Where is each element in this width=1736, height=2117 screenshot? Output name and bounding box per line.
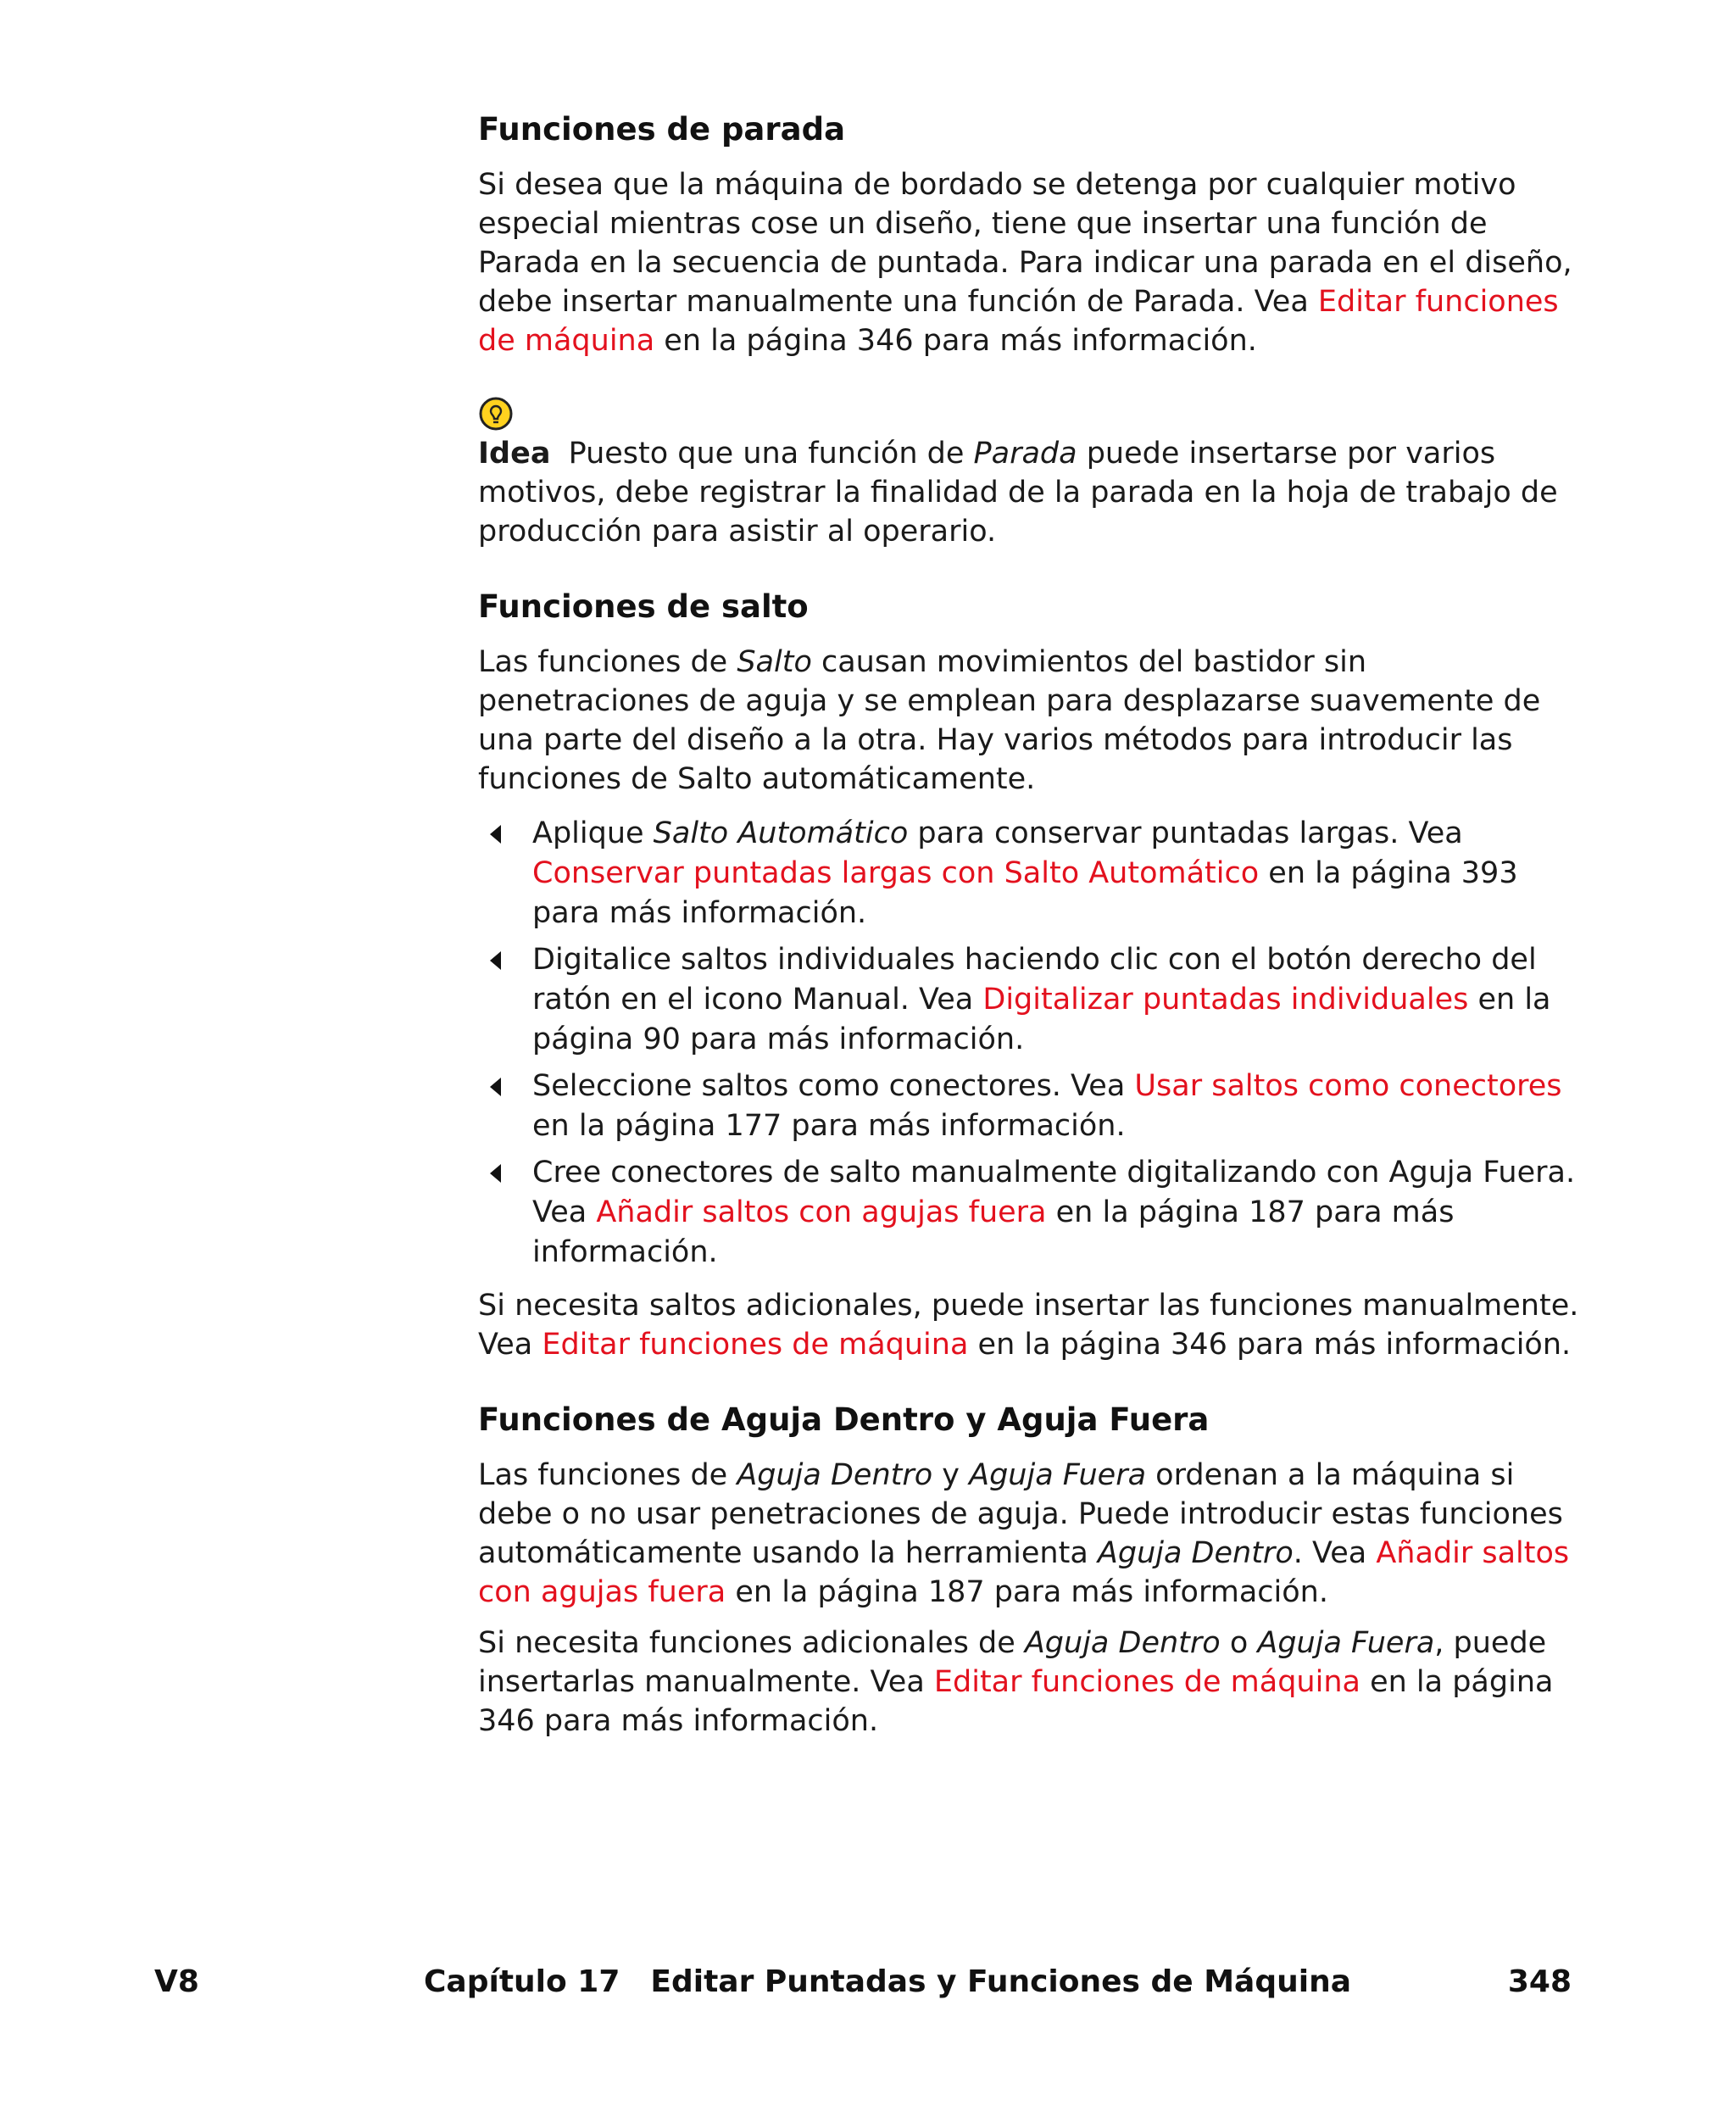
triangle-bullet-icon [490, 1164, 501, 1183]
link-anadir-saltos[interactable]: Añadir saltos con agujas fuera [478, 1536, 1570, 1609]
footer-chapter-number: Capítulo 17 [424, 1964, 620, 1999]
list-item: Seleccione saltos como conectores. Vea Usar saltos como conectores en la página 177 para más información. [478, 1067, 1580, 1146]
list-item: Aplique Salto Automático para conservar puntadas largas. Vea Conservar puntadas largas con Salto Automático en la página 393 para más información. [478, 814, 1580, 933]
link-usar-saltos[interactable]: Usar saltos como conectores [1134, 1069, 1562, 1103]
footer-chapter-title: Editar Puntadas y Funciones de Máquina [650, 1964, 1352, 1999]
triangle-bullet-icon [490, 951, 501, 970]
page-content [478, 110, 1580, 1752]
triangle-bullet-icon [490, 825, 501, 844]
link-conservar-puntadas[interactable]: Conservar puntadas largas con Salto Automático [532, 856, 1260, 890]
paragraph-salto-adicional: Si necesita saltos adicionales, puede insertar las funciones manualmente. Vea Editar funciones de máquina en la página 346 para más información. [478, 1289, 1579, 1362]
section-heading-salto: Funciones de salto [478, 588, 809, 625]
link-editar-funciones[interactable]: Editar funciones de máquina [933, 1665, 1360, 1699]
link-editar-funciones[interactable]: Editar funciones de máquina [542, 1328, 969, 1362]
paragraph-aguja-adicional: Si necesita funciones adicionales de Aguja Dentro o Aguja Fuera, puede insertarlas manualmente. Vea Editar funciones de máquina en la página 346 para más información. [478, 1626, 1554, 1738]
footer-version: V8 [154, 1964, 199, 1999]
paragraph-parada: Si desea que la máquina de bordado se detenga por cualquier motivo especial mientras cose un diseño, tiene que insertar una función de Parada en la secuencia de puntada. Para indicar una parada en el diseño, debe insertar manualmente una función de Parada. Vea Editar funciones de máquina en la página 346 para más información. [478, 168, 1572, 358]
footer-chapter [424, 1964, 1351, 1999]
paragraph-aguja: Las funciones de Aguja Dentro y Aguja Fuera ordenan a la máquina si debe o no usar penetraciones de aguja. Puede introducir estas funciones automáticamente usando la herramienta Aguja Dentro. Vea Añadir saltos con agujas fuera en la página 187 para más información. [478, 1458, 1570, 1609]
link-anadir-saltos[interactable]: Añadir saltos con agujas fuera [596, 1195, 1047, 1229]
triangle-bullet-icon [490, 1078, 501, 1096]
salto-methods-list [478, 814, 1580, 1273]
list-item: Digitalice saltos individuales haciendo clic con el botón derecho del ratón en el icono Manual. Vea Digitalizar puntadas individuales en la página 90 para más información. [478, 940, 1580, 1060]
link-digitalizar-puntadas[interactable]: Digitalizar puntadas individuales [982, 983, 1469, 1017]
paragraph-salto: Las funciones de Salto causan movimientos del bastidor sin penetraciones de aguja y se emplean para desplazarse suavemente de una parte del diseño a la otra. Hay varios métodos para introducir las funciones de Salto automáticamente. [478, 645, 1541, 796]
list-item: Cree conectores de salto manualmente digitalizando con Aguja Fuera. Vea Añadir saltos con agujas fuera en la página 187 para más información. [478, 1153, 1580, 1273]
section-heading-parada: Funciones de parada [478, 111, 846, 148]
idea-label: Idea [478, 437, 551, 471]
lightbulb-icon [478, 397, 514, 432]
section-heading-aguja: Funciones de Aguja Dentro y Aguja Fuera [478, 1401, 1210, 1438]
footer-page-number: 348 [1507, 1964, 1572, 1999]
link-editar-funciones[interactable]: Editar funciones de máquina [478, 285, 1559, 358]
idea-note: Idea Puesto que una función de Parada puede insertarse por varios motivos, debe registrar la finalidad de la parada en la hoja de trabajo de producción para asistir al operario. [478, 437, 1558, 549]
page-footer [0, 1964, 1736, 2007]
